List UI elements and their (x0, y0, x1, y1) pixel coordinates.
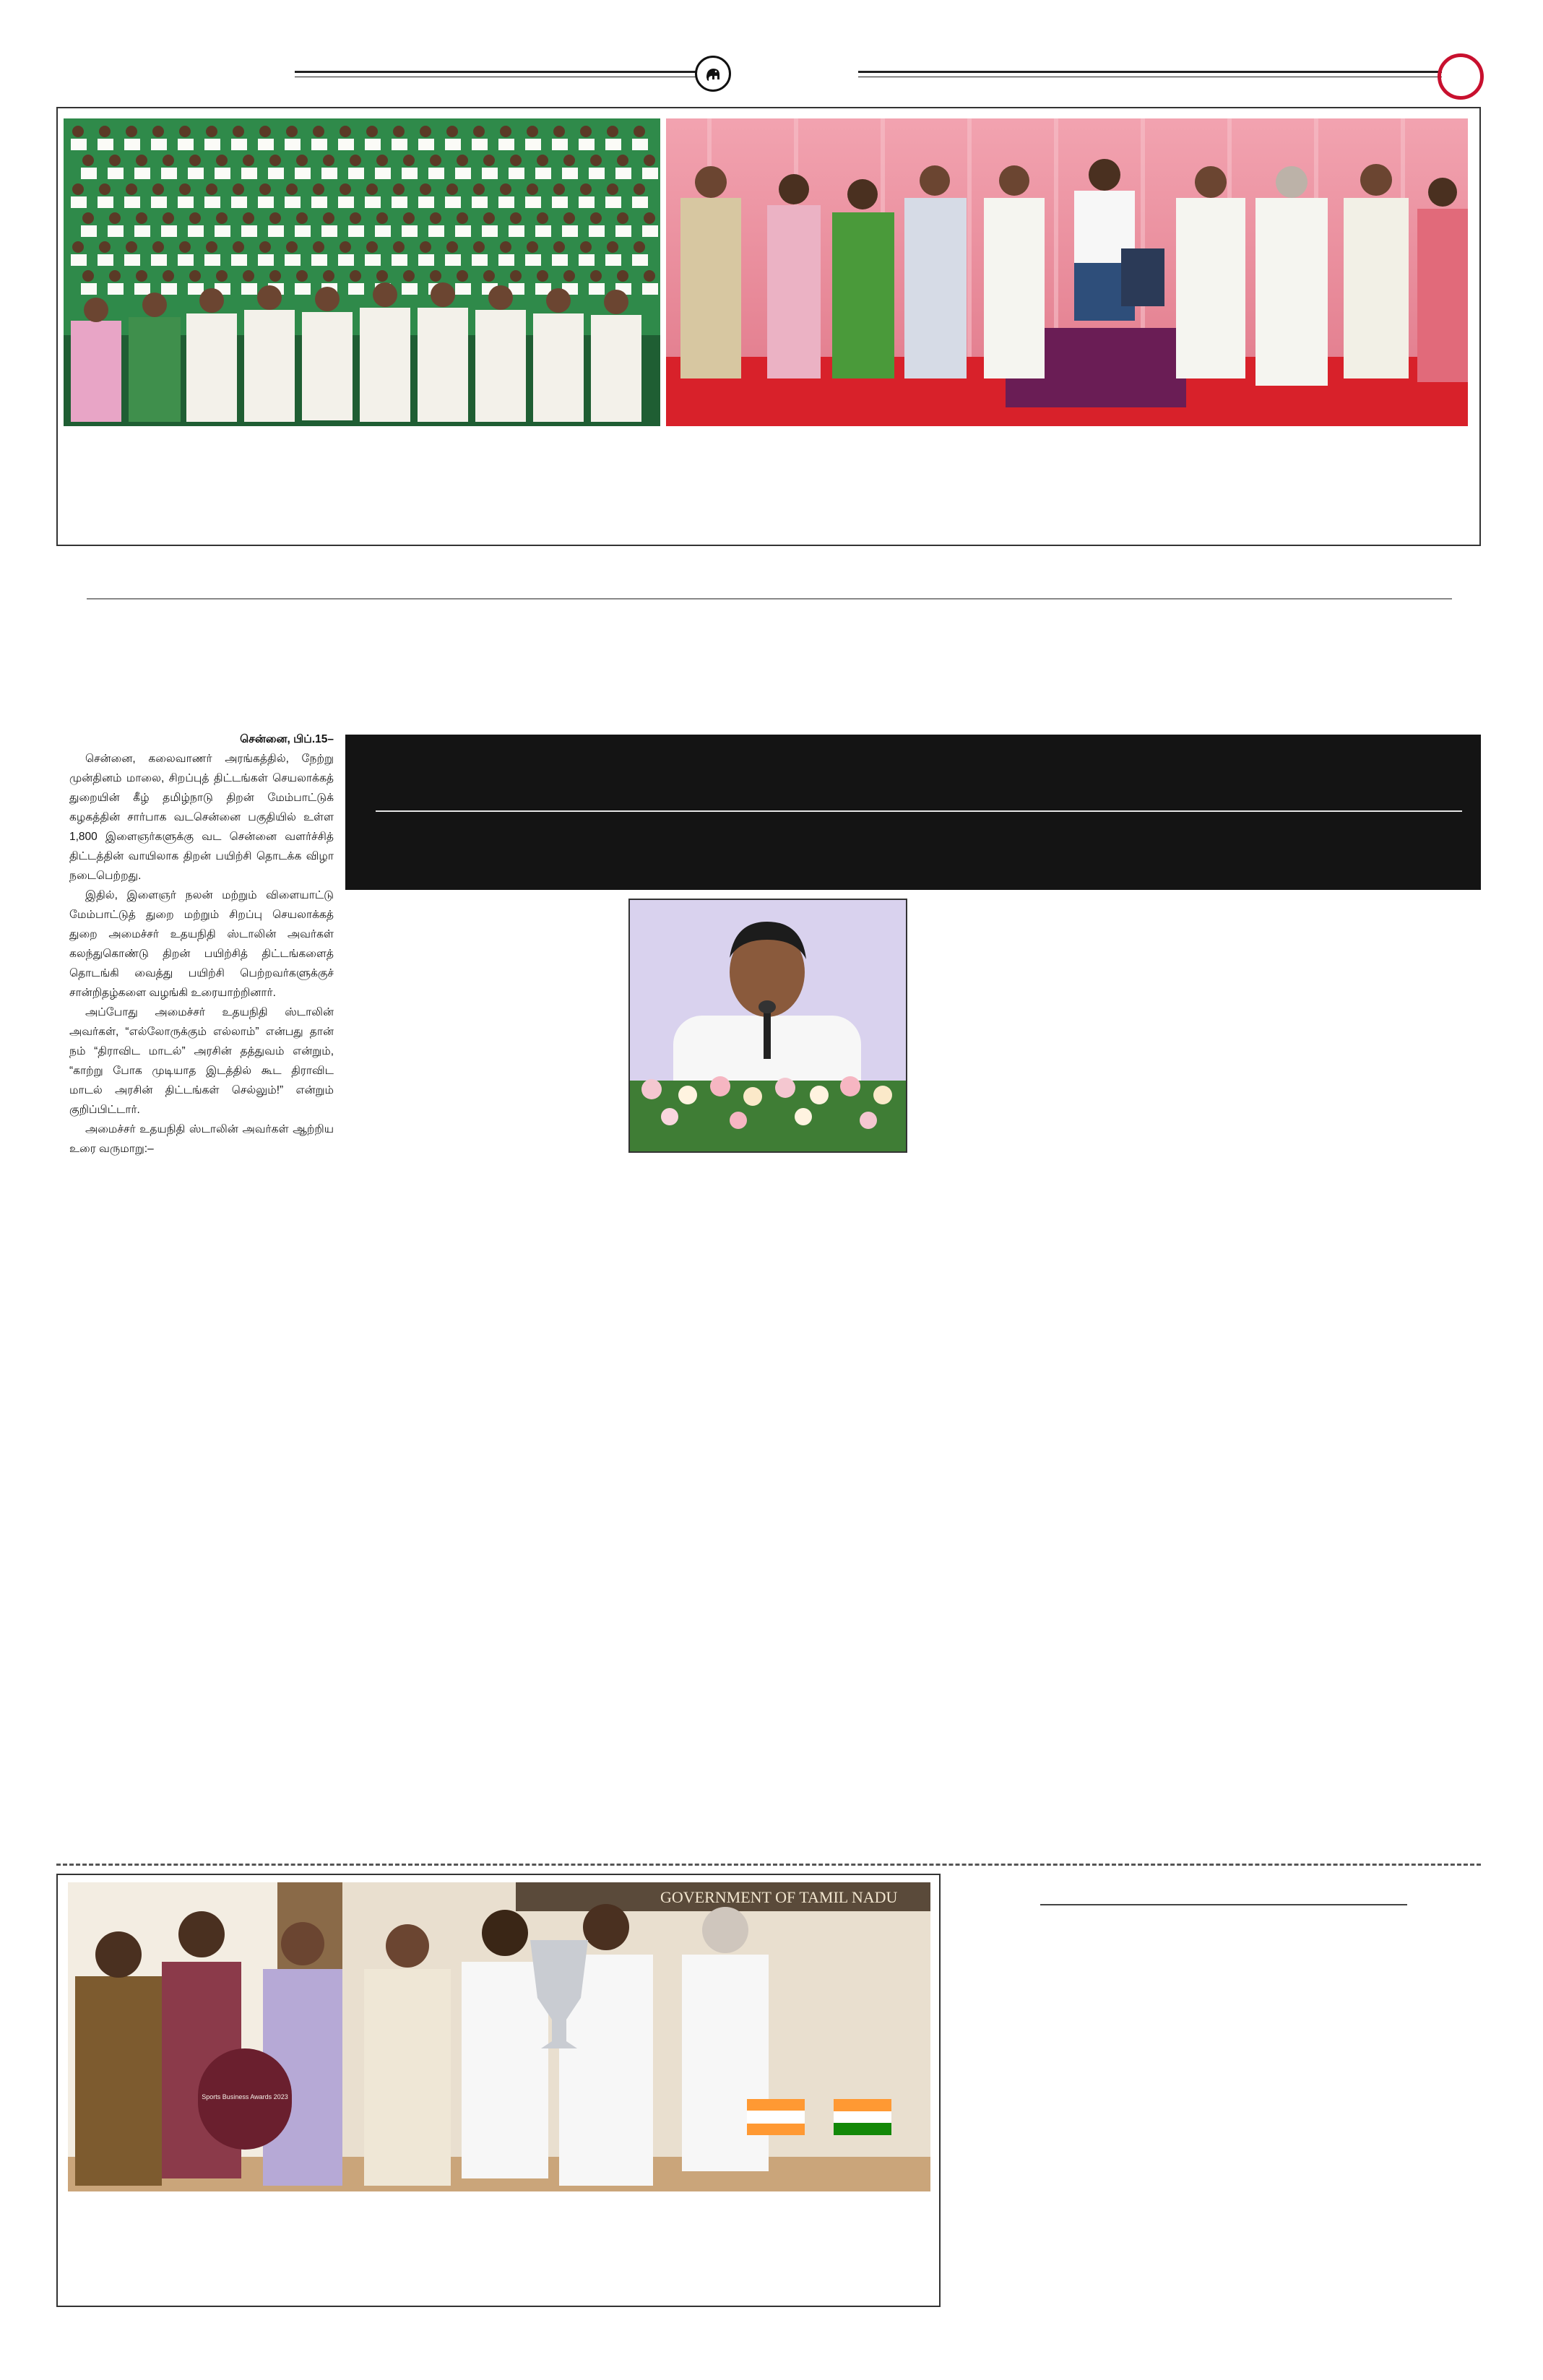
certificate (108, 168, 124, 179)
audience-head (350, 212, 361, 224)
certificate (178, 196, 194, 208)
certificate (124, 139, 140, 150)
certificate (231, 139, 247, 150)
certificate (231, 196, 247, 208)
audience-head (483, 155, 495, 166)
certificate (589, 283, 605, 295)
certificate (295, 168, 311, 179)
audience-head (126, 241, 137, 253)
certificate (338, 254, 354, 266)
speaker-portrait-photo (628, 899, 907, 1153)
certificate (71, 196, 87, 208)
audience-head (457, 155, 468, 166)
audience-head (590, 155, 602, 166)
audience-head (376, 270, 388, 282)
side-column-rule (1040, 1904, 1407, 1905)
certificate (392, 196, 407, 208)
certificate (81, 225, 97, 237)
audience-head (189, 270, 201, 282)
certificate (134, 225, 150, 237)
certificate (98, 254, 113, 266)
audience-head (286, 126, 298, 137)
audience-head (323, 155, 334, 166)
elephant-emblem-icon (695, 56, 731, 92)
audience-photo (64, 118, 660, 426)
audience-head (163, 155, 174, 166)
certificate (615, 225, 631, 237)
certificate (98, 196, 113, 208)
certificate (241, 283, 257, 295)
audience-head (607, 241, 618, 253)
audience-head (473, 183, 485, 195)
audience-head (179, 126, 191, 137)
audience-head (457, 270, 468, 282)
dateline: சென்னை, பிப்.15– (240, 733, 334, 745)
audience-head (634, 126, 645, 137)
article-paragraph: இதில், இளைஞர் நலன் மற்றும் விளையாட்டு மேம்பாட்டுத் துறை மற்றும் சிறப்பு செயலாக்கத் துறை அமைச்சர் உதயநிதி ஸ்டாலின் அவர்கள் கலந்துகொண்டு திறன் பயிற்சித் திட்டங்களைத் தொடங்கி வைத்து பயிற்சி பெற்றவர்களுக்குச் சான்றிதழ்களை வழங்கி உரையாற்றினார். (69, 889, 334, 999)
audience-head (109, 155, 121, 166)
headline-band (345, 735, 1481, 890)
audience-head (152, 126, 164, 137)
audience-head (189, 155, 201, 166)
audience-head (617, 155, 628, 166)
audience-head (82, 155, 94, 166)
article-paragraph: அப்போது அமைச்சர் உதயநிதி ஸ்டாலின் அவர்கள், “எல்லோருக்கும் எல்லாம்” என்பது தான் நம் “திராவிட மாடல்” அரசின் தத்துவம் என்றும், “காற்று போக முடியாத இடத்தில் கூட திராவிட மாடல் அரசின் திட்டங்கள் செல்லும்!” என்றும் குறிப்பிட்டார். (69, 1006, 334, 1116)
audience-head (483, 212, 495, 224)
certificate (151, 254, 167, 266)
certificate (365, 139, 381, 150)
audience-head (580, 241, 592, 253)
audience-head (607, 183, 618, 195)
audience-head (473, 241, 485, 253)
certificate (321, 168, 337, 179)
certificate (108, 283, 124, 295)
audience-head (420, 241, 431, 253)
certificate (98, 139, 113, 150)
article-column (69, 730, 334, 1159)
certificate (445, 254, 461, 266)
masthead-rule-right (858, 71, 1442, 73)
audience-head (607, 126, 618, 137)
certificate (392, 254, 407, 266)
certificate (562, 168, 578, 179)
certificate (311, 254, 327, 266)
certificate (241, 225, 257, 237)
audience-head (72, 241, 84, 253)
certificate (151, 139, 167, 150)
certificate (498, 139, 514, 150)
certificate (365, 196, 381, 208)
certificate (615, 168, 631, 179)
audience-head (644, 212, 655, 224)
audience-head (72, 183, 84, 195)
certificate (535, 168, 551, 179)
certificate (562, 225, 578, 237)
audience-head (163, 212, 174, 224)
audience-head (366, 126, 378, 137)
audience-head (126, 183, 137, 195)
audience-head (313, 241, 324, 253)
certificate (589, 225, 605, 237)
audience-head (420, 183, 431, 195)
audience-head (553, 241, 565, 253)
certificate (71, 254, 87, 266)
certificate (215, 225, 230, 237)
audience-head (446, 126, 458, 137)
certificate (579, 196, 595, 208)
article-paragraph: அமைச்சர் உதயநிதி ஸ்டாலின் அவர்கள் ஆற்றிய உரை வருமாறு:– (69, 1123, 334, 1155)
certificate (204, 196, 220, 208)
audience-head (644, 270, 655, 282)
certificate (295, 283, 311, 295)
audience-head (99, 183, 111, 195)
audience-head (510, 270, 522, 282)
audience-head (82, 212, 94, 224)
certificate (472, 196, 488, 208)
audience-head (393, 126, 405, 137)
certificate (204, 139, 220, 150)
audience-head (109, 212, 121, 224)
certificate (321, 225, 337, 237)
certificate (605, 196, 621, 208)
audience-head (527, 241, 538, 253)
audience-head (537, 270, 548, 282)
audience-head (500, 241, 511, 253)
audience-head (403, 155, 415, 166)
certificate (348, 168, 364, 179)
certificate (482, 225, 498, 237)
audience-head (563, 212, 575, 224)
audience-head (634, 183, 645, 195)
audience-head (366, 183, 378, 195)
audience-head (457, 212, 468, 224)
audience-head (483, 270, 495, 282)
audience-head (296, 155, 308, 166)
certificate (605, 254, 621, 266)
certificate (525, 139, 541, 150)
article-paragraph: சென்னை, கலைவாணர் அரங்கத்தில், நேற்று முன்தினம் மாலை, சிறப்புத் திட்டங்கள் செயலாக்கத் துறையின் கீழ் தமிழ்நாடு திறன் மேம்பாட்டுக் கழகத்தின் சார்பாக வடசென்னை பகுதியில் உள்ள 1,800 இளைஞர்களுக்கு வட சென்னை வளர்ச்சித் திட்டத்தின் வாயிலாக திறன் பயிற்சி தொடக்க விழா நடைபெற்றது. (69, 753, 334, 882)
audience-head (152, 183, 164, 195)
certificate (134, 283, 150, 295)
headline-band-rule (376, 810, 1462, 812)
audience-head (206, 183, 217, 195)
audience-head (286, 241, 298, 253)
audience-head (537, 155, 548, 166)
certificate (579, 139, 595, 150)
audience-head (430, 212, 441, 224)
audience-head (286, 183, 298, 195)
audience-head (510, 155, 522, 166)
audience-head (617, 270, 628, 282)
certificate (188, 283, 204, 295)
audience-head (269, 270, 281, 282)
certificate (295, 225, 311, 237)
audience-head (644, 155, 655, 166)
certificate (509, 168, 524, 179)
certificate (472, 254, 488, 266)
audience-head (580, 126, 592, 137)
certificate (428, 225, 444, 237)
audience-head (366, 241, 378, 253)
certificate (642, 283, 658, 295)
masthead-rule-left (295, 71, 696, 73)
certificate (445, 139, 461, 150)
certificate (311, 196, 327, 208)
certificate (241, 168, 257, 179)
audience-head (313, 183, 324, 195)
audience-head (527, 183, 538, 195)
certificate (178, 254, 194, 266)
audience-head (580, 183, 592, 195)
certificate (482, 168, 498, 179)
audience-head (403, 212, 415, 224)
certificate (375, 225, 391, 237)
certificate (268, 225, 284, 237)
certificate (498, 196, 514, 208)
plaque-text: Sports Business Awards 2023 (202, 2093, 288, 2100)
section-divider (87, 598, 1452, 600)
certificate (418, 254, 434, 266)
audience-head (179, 183, 191, 195)
certificate (525, 196, 541, 208)
audience-head (376, 155, 388, 166)
audience-head (72, 126, 84, 137)
certificate (642, 168, 658, 179)
dashed-separator (56, 1864, 1481, 1866)
audience-head (350, 155, 361, 166)
certificate (71, 139, 87, 150)
audience-head (553, 126, 565, 137)
audience-head (269, 212, 281, 224)
certificate (535, 225, 551, 237)
audience-head (590, 212, 602, 224)
certificate (161, 283, 177, 295)
audience-head (340, 126, 351, 137)
certificate (365, 254, 381, 266)
certificate (178, 139, 194, 150)
audience-head (216, 270, 228, 282)
audience-head (313, 126, 324, 137)
certificate (472, 139, 488, 150)
certificate (579, 254, 595, 266)
certificate (525, 254, 541, 266)
certificate (402, 283, 418, 295)
certificate (445, 196, 461, 208)
audience-head (233, 183, 244, 195)
certificate (338, 196, 354, 208)
certificate (498, 254, 514, 266)
certificate (552, 139, 568, 150)
certificate (285, 254, 301, 266)
certificate (124, 196, 140, 208)
certificate (455, 225, 471, 237)
audience-head (393, 241, 405, 253)
certificate (161, 225, 177, 237)
audience-head (243, 270, 254, 282)
audience-head (430, 270, 441, 282)
audience-head (296, 212, 308, 224)
audience-head (269, 155, 281, 166)
audience-head (446, 241, 458, 253)
certificate (188, 168, 204, 179)
certificate (258, 139, 274, 150)
banner-text: GOVERNMENT OF TAMIL NADU (660, 1888, 898, 1906)
certificate (605, 139, 621, 150)
audience-head (634, 241, 645, 253)
certificate (81, 283, 97, 295)
certificate (428, 168, 444, 179)
audience-head (563, 270, 575, 282)
audience-head (243, 155, 254, 166)
audience-head (109, 270, 121, 282)
audience-head (189, 212, 201, 224)
audience-head (403, 270, 415, 282)
audience-head (537, 212, 548, 224)
certificate (204, 254, 220, 266)
certificate (268, 168, 284, 179)
certificate (402, 225, 418, 237)
audience-head (233, 241, 244, 253)
audience-head (563, 155, 575, 166)
audience-head (323, 270, 334, 282)
audience-head (136, 155, 147, 166)
audience-head (99, 126, 111, 137)
audience-head (340, 241, 351, 253)
certificate (108, 225, 124, 237)
certificate (348, 283, 364, 295)
audience-head (430, 155, 441, 166)
certificate (348, 225, 364, 237)
certificate (285, 196, 301, 208)
certificate (81, 168, 97, 179)
audience-head (473, 126, 485, 137)
certificate (231, 254, 247, 266)
audience-head (393, 183, 405, 195)
certificate (589, 168, 605, 179)
audience-head (259, 126, 271, 137)
audience-head (259, 241, 271, 253)
certificate (552, 254, 568, 266)
audience-head (136, 212, 147, 224)
audience-head (152, 241, 164, 253)
audience-head (500, 126, 511, 137)
certificate (124, 254, 140, 266)
certificate (215, 168, 230, 179)
audience-head (99, 241, 111, 253)
audience-head (446, 183, 458, 195)
certificate (455, 168, 471, 179)
audience-head (323, 212, 334, 224)
audience-head (527, 126, 538, 137)
certificate (161, 168, 177, 179)
audience-head (590, 270, 602, 282)
audience-head (82, 270, 94, 282)
audience-head (206, 241, 217, 253)
audience-head (136, 270, 147, 282)
stage-photo (666, 118, 1468, 426)
audience-head (259, 183, 271, 195)
certificate (134, 168, 150, 179)
audience-head (233, 126, 244, 137)
page-marker-circle (1438, 53, 1484, 100)
audience-head (376, 212, 388, 224)
certificate (392, 139, 407, 150)
top-photo-box (56, 107, 1481, 546)
certificate (632, 196, 648, 208)
certificate (455, 283, 471, 295)
audience-head (510, 212, 522, 224)
certificate (285, 139, 301, 150)
certificate (418, 139, 434, 150)
audience-head (340, 183, 351, 195)
audience-head (243, 212, 254, 224)
award-presentation-photo (68, 1882, 930, 2191)
audience-head (179, 241, 191, 253)
certificate (642, 225, 658, 237)
audience-head (126, 126, 137, 137)
certificate (338, 139, 354, 150)
audience-head (163, 270, 174, 282)
audience-head (617, 212, 628, 224)
certificate (552, 196, 568, 208)
audience-head (553, 183, 565, 195)
audience-head (500, 183, 511, 195)
certificate (402, 168, 418, 179)
certificate (632, 139, 648, 150)
audience-head (206, 126, 217, 137)
bottom-photo-box (56, 1874, 941, 2307)
audience-head (420, 126, 431, 137)
certificate (418, 196, 434, 208)
certificate (151, 196, 167, 208)
certificate (188, 225, 204, 237)
certificate (258, 254, 274, 266)
certificate (509, 225, 524, 237)
audience-head (350, 270, 361, 282)
audience-head (296, 270, 308, 282)
certificate (632, 254, 648, 266)
certificate (311, 139, 327, 150)
audience-head (216, 155, 228, 166)
audience-head (216, 212, 228, 224)
certificate (375, 168, 391, 179)
certificate (258, 196, 274, 208)
